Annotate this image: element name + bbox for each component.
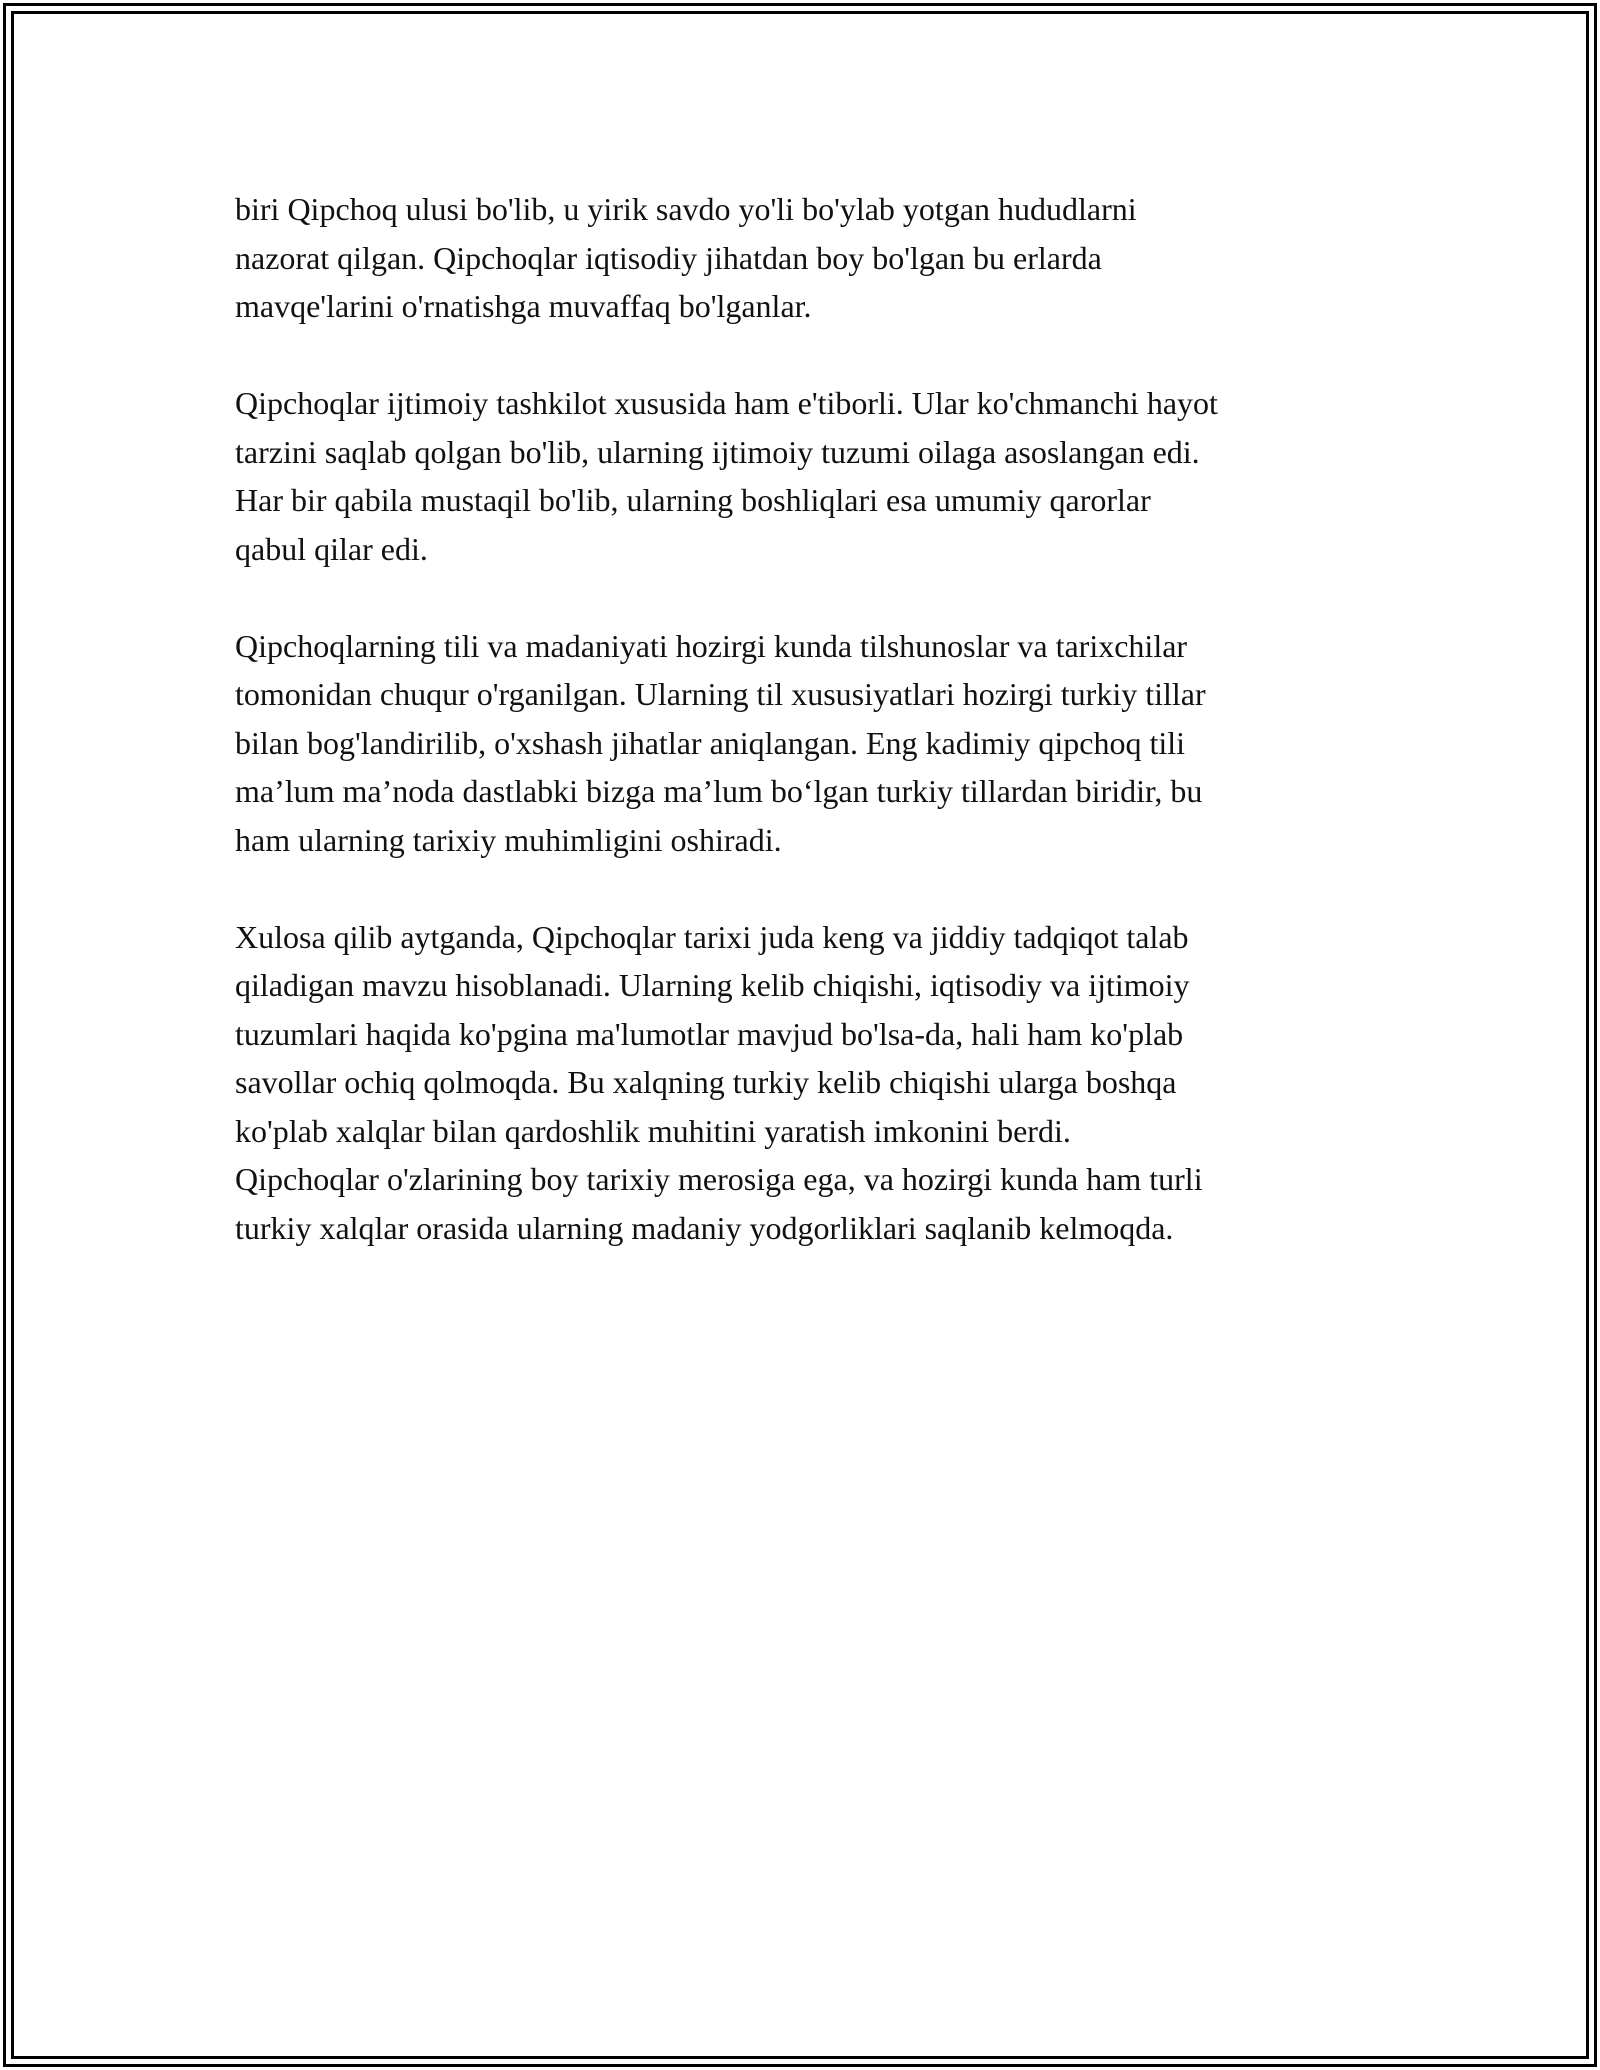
paragraph-3: Qipchoqlarning tili va madaniyati hozirgi kunda tilshunoslar va tarixchilar tomonidan chuqur o'rganilgan. Ularning til xususiyatlari hozirgi turkiy tillar bilan bog'landirilib, o'xshash jihatlar aniqlangan. Eng kadimiy qipchoq tili ma’lum ma’noda dastlabki bizga ma’lum bo‘lgan turkiy tillardan biridir, bu ham ularning tarixiy muhimligini oshiradi. <box>235 627 1206 858</box>
document-body <box>235 185 1375 1301</box>
paragraph-4: Xulosa qilib aytganda, Qipchoqlar tarixi juda keng va jiddiy tadqiqot talab qiladigan mavzu hisoblanadi. Ularning kelib chiqishi, iqtisodiy va ijtimoiy tuzumlari haqida ko'pgina ma'lumotlar mavjud bo'lsa-da, hali ham ko'plab savollar ochiq qolmoqda. Bu xalqning turkiy kelib chiqishi ularga boshqa ko'plab xalqlar bilan qardoshlik muhitini yaratish imkonini berdi. Qipchoqlar o'zlarining boy tarixiy merosiga ega, va hozirgi kunda ham turli turkiy xalqlar orasida ularning madaniy yodgorliklari saqlanib kelmoqda. <box>235 918 1203 1246</box>
paragraph-2: Qipchoqlar ijtimoiy tashkilot xususida ham e'tiborli. Ular ko'chmanchi hayot tarzini saqlab qolgan bo'lib, ularning ijtimoiy tuzumi oilaga asoslangan edi. Har bir qabila mustaqil bo'lib, ularning boshliqlari esa umumiy qarorlar qabul qilar edi. <box>235 385 1218 567</box>
paragraph-1: biri Qipchoq ulusi bo'lib, u yirik savdo yo'li bo'ylab yotgan hududlarni nazorat qilgan. Qipchoqlar iqtisodiy jihatdan boy bo'lgan bu erlarda mavqe'larini o'rnatishga muvaffaq bo'lganlar. <box>235 191 1137 324</box>
